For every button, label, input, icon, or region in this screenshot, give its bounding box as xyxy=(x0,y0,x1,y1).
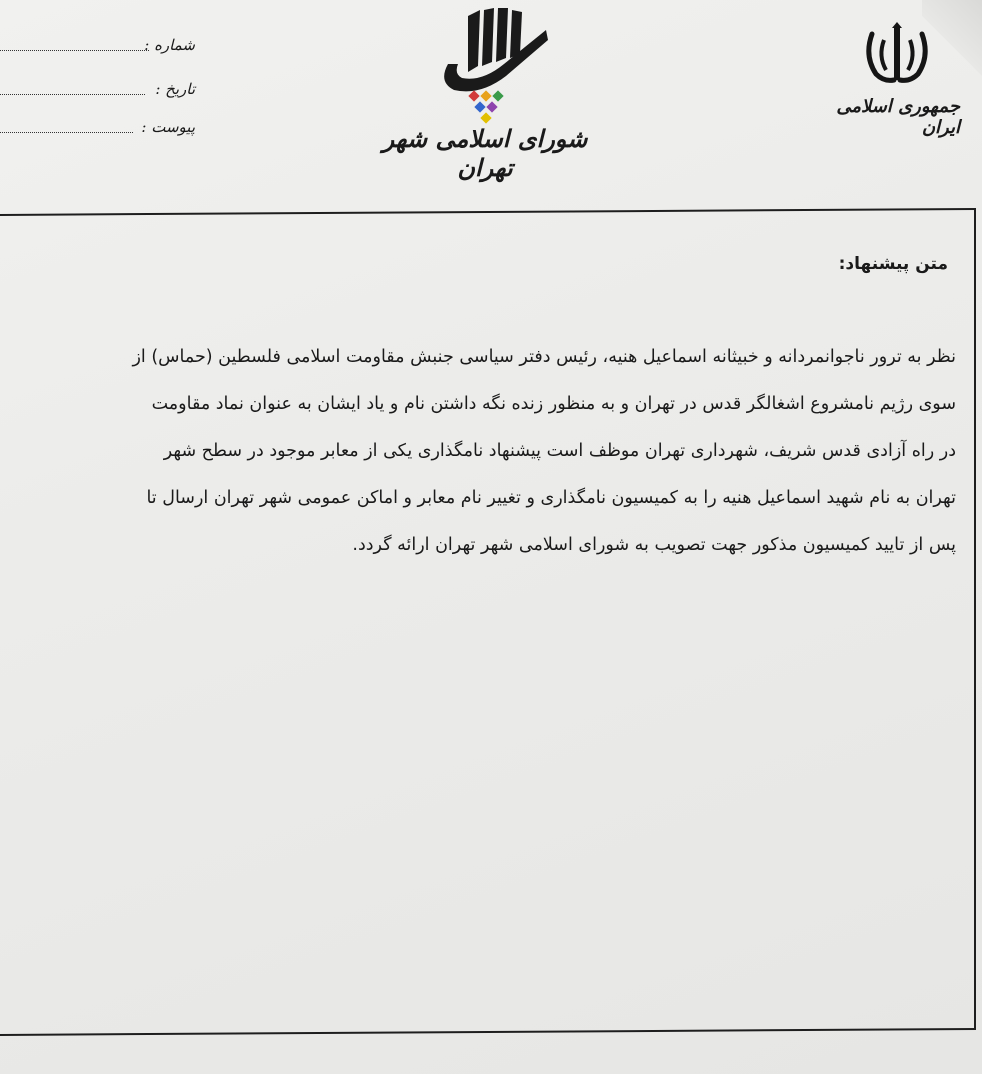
tehran-council-logo-icon xyxy=(428,6,550,126)
number-dotted-line xyxy=(0,50,149,51)
date-field[interactable] xyxy=(0,80,195,106)
number-label: شماره : xyxy=(144,36,195,54)
iran-emblem-icon xyxy=(862,22,932,86)
body-line: پس از تایید کمیسیون مذکور جهت تصویب به شورای اسلامی شهر تهران ارائه گردد. xyxy=(352,535,956,555)
attachment-field[interactable] xyxy=(0,118,195,144)
date-label: تاریخ : xyxy=(155,80,195,98)
attachment-label: پیوست : xyxy=(141,118,195,136)
content-frame xyxy=(0,208,976,1036)
emblem-caption: جمهوری اسلامی ایران xyxy=(836,96,960,138)
number-field[interactable] xyxy=(0,36,195,62)
proposal-heading: متن پیشنهاد: xyxy=(838,254,948,274)
council-name: شورای اسلامی شهر تهران xyxy=(382,124,588,182)
body-line: در راه آزادی قدس شریف، شهرداری تهران موظف است پیشنهاد نامگذاری یکی از معابر موجود در سطح شهر xyxy=(163,441,956,461)
attachment-dotted-line xyxy=(0,132,133,133)
proposal-body xyxy=(30,334,956,569)
body-line: نظر به ترور ناجوانمردانه و خبیثانه اسماعیل هنیه، رئیس دفتر سیاسی جنبش مقاومت اسلامی فلسطین (حماس) از xyxy=(132,347,956,367)
body-line: سوی رژیم نامشروع اشغالگر قدس در تهران و به منظور زنده نگه داشتن نام و یاد ایشان به عنوان نماد مقاومت xyxy=(151,394,956,414)
date-dotted-line xyxy=(0,94,145,95)
body-line: تهران به نام شهید اسماعیل هنیه را به کمیسیون نامگذاری و تغییر نام معابر و اماکن عمومی شهر تهران ارسال تا xyxy=(146,488,956,508)
